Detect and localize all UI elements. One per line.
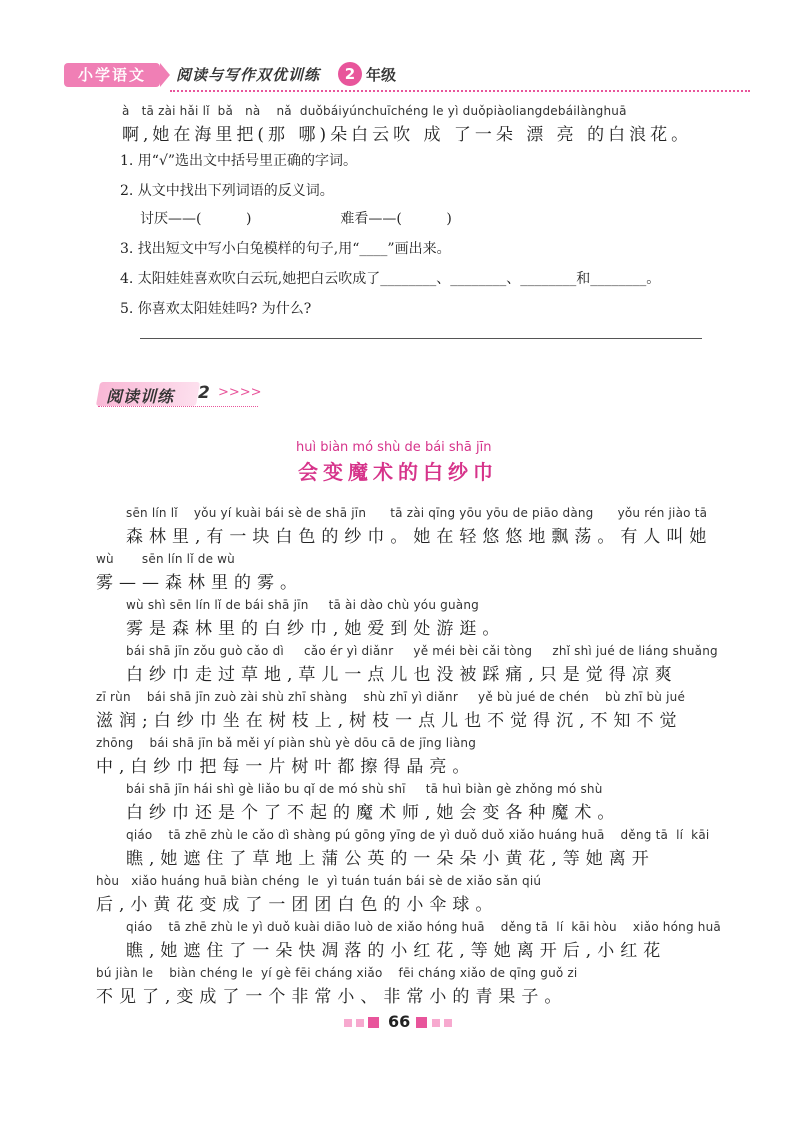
story-pinyin-3: wù shì sēn lín lǐ de bái shā jīn tā ài dào chù yóu guàng [126,598,479,612]
section-label: 阅读训练 [106,387,175,406]
story-pinyin-1: sēn lín lǐ yǒu yí kuài bái sè de shā jīn tā zài qīng yōu yōu de piāo dàng yǒu rén jiào tā [126,506,708,520]
grade-number-badge: 2 [338,62,362,86]
question-4: 4. 太阳娃娃喜欢吹白云玩,她把白云吹成了________、________、________和________。 [120,271,661,287]
story-pinyin-6: zhōng bái shā jīn bǎ měi yí piàn shù yè dōu cā de jīng liàng [96,736,477,750]
story-hanzi-5: 滋润;白纱巾坐在树枝上,树枝一点儿也不觉得沉,不知不觉 [96,711,683,731]
passage-hanzi-line: 啊,她在海里把(那 哪)朵白云吹 成 了一朵 漂 亮 的白浪花。 [122,125,693,145]
story-hanzi-4: 白纱巾走过草地,草儿一点儿也没被踩痛,只是觉得凉爽 [126,665,678,685]
story-hanzi-1: 森林里,有一块白色的纱巾。她在轻悠悠地飘荡。有人叫她 [126,527,713,547]
footer-decoration [356,1019,364,1027]
passage-pinyin-line: à tā zài hǎi lǐ bǎ nà nǎ duǒbáiyúnchuīchéng le yì duǒpiàoliangdebáilànghuā [122,104,627,118]
header-divider [170,90,750,92]
page-number: 66 [388,1012,411,1031]
story-title: 会变魔术的白纱巾 [298,460,498,484]
section-number: 2 [198,383,210,403]
arrows-icon: >>>> [218,385,262,400]
story-hanzi-9: 后,小黄花变成了一团团白色的小伞球。 [96,895,499,915]
page-footer [340,1012,460,1034]
question-5: 5. 你喜欢太阳娃娃吗? 为什么? [120,301,312,317]
story-title-pinyin: huì biàn mó shù de bái shā jīn [296,440,492,455]
story-pinyin-7: bái shā jīn hái shì gè liǎo bu qǐ de mó shù shī tā huì biàn gè zhǒng mó shù [126,782,603,796]
subject-label: 小学语文 [64,63,160,87]
footer-decoration [432,1019,440,1027]
question-1: 1. 用“√”选出文中括号里正确的字词。 [120,153,358,169]
footer-decoration [344,1019,352,1027]
story-pinyin-10: qiáo tā zhē zhù le yì duǒ kuài diāo luò de xiǎo hóng huā děng tā lí kāi hòu xiǎo hóng huā [126,920,721,934]
footer-decoration [368,1017,379,1028]
story-hanzi-11: 不见了,变成了一个非常小、非常小的青果子。 [96,987,568,1007]
footer-decoration [416,1017,427,1028]
story-hanzi-6: 中,白纱巾把每一片树叶都擦得晶亮。 [96,757,476,777]
grade-text: 年级 [366,66,397,84]
answer-line [140,338,702,339]
page-header [60,60,750,92]
story-pinyin-2: wù sēn lín lǐ de wù [96,552,235,566]
section-banner [98,382,262,408]
story-hanzi-7: 白纱巾还是个了不起的魔术师,她会变各种魔术。 [126,803,621,823]
question-3: 3. 找出短文中写小白兔模样的句子,用“____”画出来。 [120,241,451,257]
story-pinyin-5: zī rùn bái shā jīn zuò zài shù zhī shàng shù zhī yì diǎnr yě bù jué de chén bù zhī bù jué [96,690,686,704]
question-2-blanks: 讨厌——( ) 难看——( ) [140,211,452,227]
banner-underline [98,406,258,407]
story-pinyin-4: bái shā jīn zǒu guò cǎo dì cǎo ér yì diǎnr yě méi bèi cǎi tòng zhǐ shì jué de liáng shuǎng [126,644,718,658]
story-hanzi-8: 瞧,她遮住了草地上蒲公英的一朵朵小黄花,等她离开 [126,849,655,869]
book-title: 阅读与写作双优训练 [176,66,321,84]
footer-decoration [444,1019,452,1027]
story-hanzi-3: 雾是森林里的白纱巾,她爱到处游逛。 [126,619,506,639]
story-pinyin-9: hòu xiǎo huáng huā biàn chéng le yì tuán tuán bái sè de xiǎo sǎn qiú [96,874,542,888]
question-2: 2. 从文中找出下列词语的反义词。 [120,183,334,199]
story-hanzi-2: 雾——森林里的雾。 [96,573,303,593]
story-pinyin-8: qiáo tā zhē zhù le cǎo dì shàng pú gōng yīng de yì duǒ duǒ xiǎo huáng huā děng tā lí kāi [126,828,710,842]
story-hanzi-10: 瞧,她遮住了一朵快凋落的小红花,等她离开后,小红花 [126,941,667,961]
story-pinyin-11: bú jiàn le biàn chéng le yí gè fēi cháng xiǎo fēi cháng xiǎo de qīng guǒ zi [96,966,578,980]
